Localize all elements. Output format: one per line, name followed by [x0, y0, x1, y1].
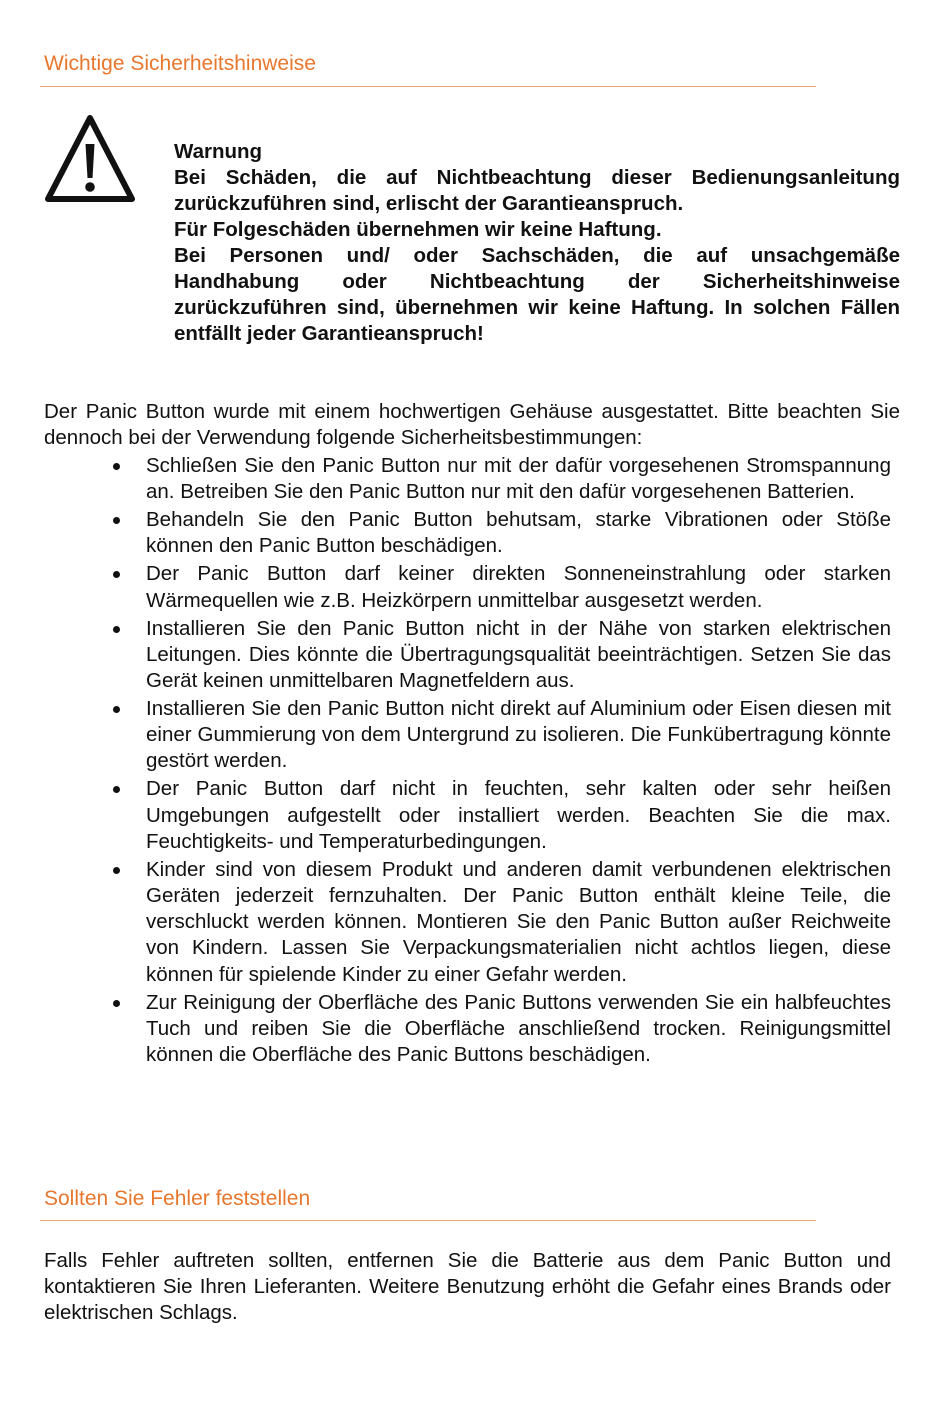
- list-item: [146, 857, 891, 988]
- list-item: [146, 453, 891, 505]
- list-item: [146, 616, 891, 695]
- warning-block: [174, 139, 900, 347]
- list-item-text: Schließen Sie den Panic Button nur mit der dafür vorgesehenen Stromspannung an. Betreiben Sie den Panic Button nur mit den dafür vorgesehenen Batterien.: [146, 454, 891, 504]
- section-heading-errors: Sollten Sie Fehler feststellen: [44, 1187, 311, 1210]
- warning-line: Bei Personen und/ oder Sachschäden, die auf unsachgemäße Handhabung oder Nichtbeachtung der Sicherheitshinweise zurückzuführen sind, übernehmen wir keine Haftung. In solchen Fällen entfällt jeder Garantieanspruch!: [174, 244, 900, 345]
- list-item-text: Der Panic Button darf keiner direkten Sonneneinstrahlung oder starken Wärmequellen wie z.B. Heizkörpern unmittelbar ausgesetzt werden.: [146, 562, 891, 612]
- list-item-text: Der Panic Button darf nicht in feuchten, sehr kalten oder sehr heißen Umgebungen aufgestellt oder installiert werden. Beachten Sie die max. Feuchtigkeits- und Temperaturbedingungen.: [146, 777, 891, 853]
- bullet-icon: [113, 626, 120, 633]
- bullet-icon: [113, 706, 120, 713]
- warning-title: Warnung: [174, 140, 263, 163]
- list-item: [146, 561, 891, 613]
- warning-line: Bei Schäden, die auf Nichtbeachtung dieser Bedienungsanleitung zurückzuführen sind, erlischt der Garantieanspruch.: [174, 166, 900, 215]
- intro-paragraph: Der Panic Button wurde mit einem hochwertigen Gehäuse ausgestattet. Bitte beachten Sie dennoch bei der Verwendung folgende Sicherheitsbestimmungen:: [44, 400, 900, 449]
- bullet-icon: [113, 571, 120, 578]
- section-heading-safety: Wichtige Sicherheitshinweise: [44, 52, 316, 75]
- list-item-text: Behandeln Sie den Panic Button behutsam, starke Vibrationen oder Stöße können den Panic Button beschädigen.: [146, 508, 891, 558]
- list-item: [146, 990, 891, 1069]
- safety-rules-list: [146, 453, 891, 1070]
- list-item-text: Kinder sind von diesem Produkt und anderen damit verbundenen elektrischen Geräten jederzeit fernzuhalten. Der Panic Button enthält kleine Teile, die verschluckt werden können. Montieren Sie den Panic Button außer Reichweite von Kindern. Lassen Sie Verpackungsmaterialien nicht achtlos liegen, diese können für spielende Kinder zu einer Gefahr werden.: [146, 857, 891, 986]
- list-item: [146, 776, 891, 855]
- bullet-icon: [113, 867, 120, 874]
- list-item: [146, 507, 891, 559]
- list-item: [146, 696, 891, 775]
- list-item-text: Installieren Sie den Panic Button nicht in der Nähe von starken elektrischen Leitungen. Dies könnte die Übertragungsqualität beeinträchtigen. Setzen Sie das Gerät keinen unmittelbaren Magnetfeldern aus.: [146, 616, 891, 693]
- bullet-icon: [113, 463, 120, 470]
- error-paragraph: Falls Fehler auftreten sollten, entfernen Sie die Batterie aus dem Panic Button und kontaktieren Sie Ihren Lieferanten. Weitere Benutzung erhöht die Gefahr eines Brands oder elektrischen Schlags.: [44, 1249, 891, 1324]
- bullet-icon: [113, 1000, 120, 1007]
- section-divider: [40, 86, 816, 87]
- bullet-icon: [113, 786, 120, 793]
- section-divider: [40, 1220, 816, 1221]
- list-item-text: Installieren Sie den Panic Button nicht direkt auf Aluminium oder Eisen diesen mit einer Gummierung von dem Untergrund zu isolieren. Die Funkübertragung könnte gestört werden.: [146, 697, 891, 773]
- warning-triangle-icon: [42, 112, 138, 206]
- list-item-text: Zur Reinigung der Oberfläche des Panic Buttons verwenden Sie ein halbfeuchtes Tuch und reiben Sie die Oberfläche anschließend trocken. Reinigungsmittel können die Oberfläche des Panic Buttons beschädigen.: [146, 990, 891, 1067]
- warning-line: Für Folgeschäden übernehmen wir keine Haftung.: [174, 218, 662, 241]
- bullet-icon: [113, 517, 120, 524]
